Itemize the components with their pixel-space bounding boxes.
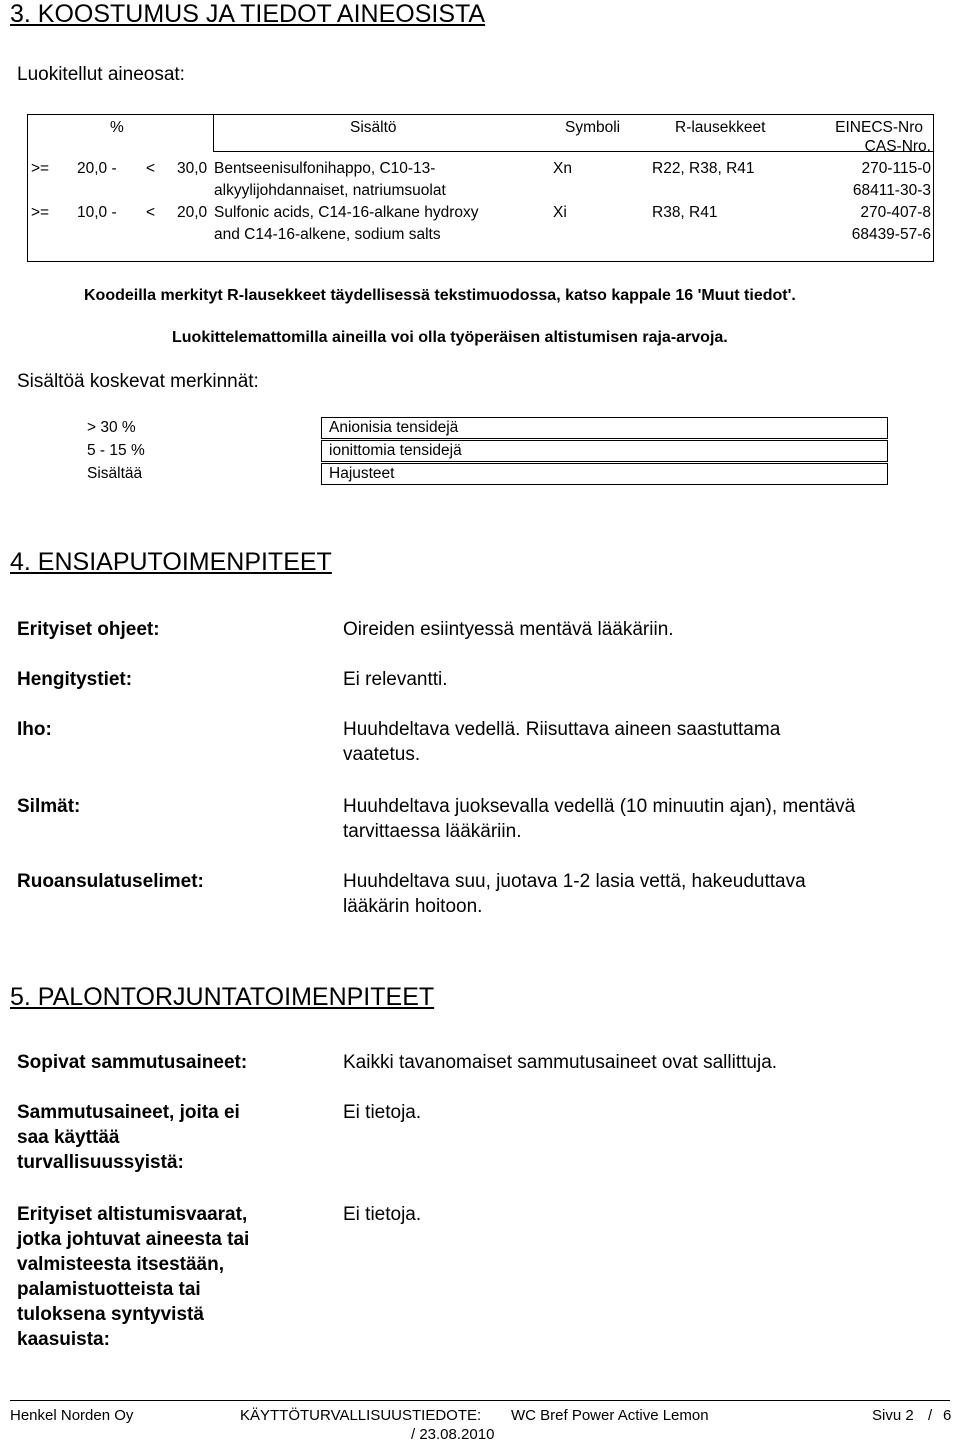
row-einecs: 270-407-8 bbox=[860, 204, 931, 221]
suitable-extinguishers-text: Kaikki tavanomaiset sammutusaineet ovat sallittuja. bbox=[343, 1052, 778, 1073]
row-lt: < bbox=[146, 204, 156, 221]
row-cas: 68439-57-6 bbox=[851, 226, 931, 243]
row-name-line1: Bentseenisulfonihappo, C10-13- bbox=[214, 160, 436, 177]
content-markings-label: Sisältöä koskevat merkinnät: bbox=[17, 371, 259, 392]
first-aid-skin-label: Iho: bbox=[17, 719, 52, 740]
special-hazards-label-line1: Erityiset altistumisvaarat, bbox=[17, 1204, 248, 1225]
first-aid-inhalation-label: Hengitystiet: bbox=[17, 669, 133, 690]
row-low: 20,0 - bbox=[77, 160, 117, 177]
first-aid-skin-text-line1: Huuhdeltava vedellä. Riisuttava aineen saastuttama bbox=[343, 719, 781, 740]
marking-amount: Sisältää bbox=[87, 465, 143, 482]
special-hazards-label-line3: valmisteesta itsestään, bbox=[17, 1254, 225, 1275]
footer-date: / 23.08.2010 bbox=[411, 1426, 495, 1443]
unsuitable-extinguishers-label-line2: saa käyttää bbox=[17, 1127, 120, 1148]
suitable-extinguishers-label: Sopivat sammutusaineet: bbox=[17, 1052, 248, 1073]
header-percent: % bbox=[110, 119, 124, 136]
row-lt: < bbox=[146, 160, 156, 177]
special-hazards-label-line5: tuloksena syntyvistä bbox=[17, 1304, 204, 1325]
header-cas: CAS-Nro. bbox=[864, 138, 931, 155]
row-name-line2: and C14-16-alkene, sodium salts bbox=[214, 226, 441, 243]
first-aid-inhalation-text: Ei relevantti. bbox=[343, 669, 448, 690]
first-aid-eyes-text-line1: Huuhdeltava juoksevalla vedellä (10 minuutin ajan), mentävä bbox=[343, 796, 856, 817]
row-low: 10,0 - bbox=[77, 204, 117, 221]
first-aid-general-text: Oireiden esiintyessä mentävä lääkäriin. bbox=[343, 619, 674, 640]
special-hazards-label-line6: kaasuista: bbox=[17, 1329, 110, 1350]
unsuitable-extinguishers-text: Ei tietoja. bbox=[343, 1102, 422, 1123]
footer-page-total: 6 bbox=[943, 1407, 952, 1424]
marking-desc: ionittomia tensidejä bbox=[321, 440, 888, 462]
special-hazards-label-line2: jotka johtuvat aineesta tai bbox=[17, 1229, 250, 1250]
header-r-phrases: R-lausekkeet bbox=[675, 119, 766, 136]
footer-page-label: Sivu 2 bbox=[872, 1407, 914, 1424]
marking-amount: 5 - 15 % bbox=[87, 442, 145, 459]
row-cas: 68411-30-3 bbox=[852, 182, 931, 199]
row-ge: >= bbox=[31, 204, 50, 221]
footer-divider bbox=[10, 1400, 950, 1401]
row-ge: >= bbox=[31, 160, 50, 177]
table-divider bbox=[213, 115, 214, 151]
first-aid-ingestion-text-line1: Huuhdeltava suu, juotava 1-2 lasia vettä, hakeuduttava bbox=[343, 871, 806, 892]
row-symbol: Xi bbox=[553, 204, 567, 221]
row-symbol: Xn bbox=[553, 160, 572, 177]
first-aid-skin-text-line2: vaatetus. bbox=[343, 744, 421, 765]
row-name-line1: Sulfonic acids, C14-16-alkane hydroxy bbox=[214, 204, 479, 221]
marking-desc: Anionisia tensidejä bbox=[321, 417, 888, 439]
unsuitable-extinguishers-label-line3: turvallisuussyistä: bbox=[17, 1152, 184, 1173]
first-aid-eyes-label: Silmät: bbox=[17, 796, 81, 817]
row-high: 30,0 bbox=[177, 160, 208, 177]
row-r-phrases: R38, R41 bbox=[652, 204, 718, 221]
header-symbol: Symboli bbox=[565, 119, 621, 136]
table-divider bbox=[213, 151, 933, 152]
section3-title: 3. KOOSTUMUS JA TIEDOT AINEOSISTA bbox=[10, 0, 486, 28]
first-aid-ingestion-text-line2: lääkärin hoitoon. bbox=[343, 896, 483, 917]
ingredients-table bbox=[27, 114, 934, 262]
section5-title: 5. PALONTORJUNTATOIMENPITEET bbox=[10, 983, 435, 1011]
note-r-phrase-codes: Koodeilla merkityt R-lausekkeet täydellisessä tekstimuodossa, katso kappale 16 'Muut tiedot'. bbox=[84, 287, 796, 304]
first-aid-general-label: Erityiset ohjeet: bbox=[17, 619, 160, 640]
first-aid-eyes-text-line2: tarvittaessa lääkäriin. bbox=[343, 821, 522, 842]
first-aid-ingestion-label: Ruoansulatuselimet: bbox=[17, 871, 204, 892]
note-exposure-limits: Luokittelemattomilla aineilla voi olla työperäisen altistumisen raja-arvoja. bbox=[172, 329, 728, 346]
header-contents: Sisältö bbox=[350, 119, 397, 136]
footer-doc-type: KÄYTTÖTURVALLISUUSTIEDOTE: bbox=[240, 1407, 482, 1424]
row-einecs: 270-115-0 bbox=[861, 160, 931, 177]
unsuitable-extinguishers-label-line1: Sammutusaineet, joita ei bbox=[17, 1102, 240, 1123]
footer-page-separator: / bbox=[928, 1407, 933, 1424]
classified-ingredients-label: Luokitellut aineosat: bbox=[17, 64, 185, 85]
row-high: 20,0 bbox=[177, 204, 208, 221]
section4-title: 4. ENSIAPUTOIMENPITEET bbox=[10, 548, 332, 576]
footer-product: WC Bref Power Active Lemon bbox=[511, 1407, 709, 1424]
marking-desc: Hajusteet bbox=[321, 463, 888, 485]
special-hazards-text: Ei tietoja. bbox=[343, 1204, 422, 1225]
special-hazards-label-line4: palamistuotteista tai bbox=[17, 1279, 201, 1300]
row-r-phrases: R22, R38, R41 bbox=[652, 160, 755, 177]
row-name-line2: alkyylijohdannaiset, natriumsuolat bbox=[214, 182, 446, 199]
header-einecs: EINECS-Nro bbox=[835, 119, 923, 136]
marking-amount: > 30 % bbox=[87, 419, 136, 436]
footer-company: Henkel Norden Oy bbox=[10, 1407, 134, 1424]
